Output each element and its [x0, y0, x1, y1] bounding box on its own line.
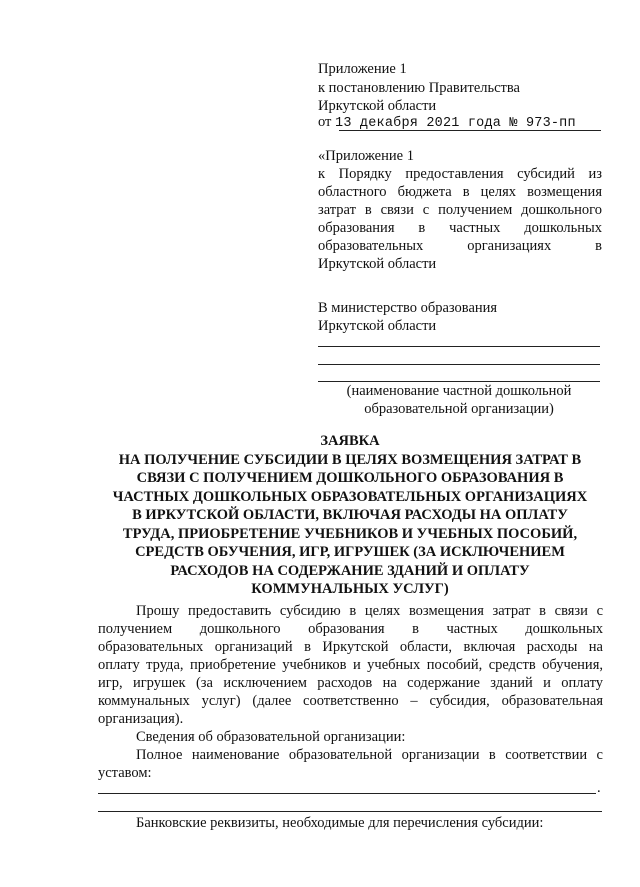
- date-underline: [339, 130, 601, 131]
- paragraph-line: образовательных организаций в Иркутской области, включая расходы на: [98, 639, 603, 655]
- full-name-blank-2[interactable]: [98, 811, 602, 812]
- appendix-to-resolution: к постановлению Правительства: [318, 80, 520, 96]
- full-name-line: Полное наименование образовательной организации в соответствии с: [136, 747, 603, 763]
- application-title: [90, 432, 610, 599]
- title-line: НА ПОЛУЧЕНИЕ СУБСИДИИ В ЦЕЛЯХ ВОЗМЕЩЕНИЯ ЗАТРАТ В: [118, 451, 582, 468]
- paragraph-line: оплату труда, приобретение учебников и учебных пособий, средств обучения,: [98, 657, 603, 673]
- bank-details-heading: Банковские реквизиты, необходимые для перечисления субсидии:: [136, 815, 544, 831]
- full-name-prompt: [98, 746, 603, 782]
- full-name-blank-1[interactable]: [98, 793, 596, 794]
- paragraph-line: Прошу предоставить субсидию в целях возмещения затрат в связи с: [136, 603, 603, 619]
- title-heading: ЗАЯВКА: [320, 433, 380, 449]
- addressee-line-2: Иркутской области: [318, 318, 437, 334]
- org-name-caption-2: образовательной организации): [364, 401, 554, 417]
- appendix-label: Приложение 1: [318, 61, 407, 77]
- paragraph-line: игр, игрушек (за исключением расходов на содержание зданий и оплату: [98, 675, 603, 691]
- sub-appendix-line: образовательных организациях в: [318, 238, 602, 254]
- title-line: В ИРКУТСКОЙ ОБЛАСТИ, ВКЛЮЧАЯ РАСХОДЫ НА ОПЛАТУ: [132, 507, 568, 523]
- title-line: РАСХОДОВ НА СОДЕРЖАНИЕ ЗДАНИЙ И ОПЛАТУ: [170, 562, 530, 579]
- sub-appendix-line: Иркутской области: [318, 256, 437, 272]
- sub-appendix-line: образования в частных дошкольных: [318, 220, 602, 236]
- org-name-caption-1: (наименование частной дошкольной: [346, 383, 572, 399]
- resolution-date: 13 декабря 2021 года № 973-пп: [335, 116, 576, 131]
- org-name-blank-1[interactable]: [318, 346, 600, 347]
- sub-appendix-text: [318, 165, 602, 273]
- org-name-blank-2[interactable]: [318, 364, 600, 365]
- date-prefix: от: [318, 114, 332, 130]
- paragraph-line: коммунальных услуг) (далее соответственно – субсидия, образовательная: [98, 693, 603, 709]
- sub-appendix-line: к Порядку предоставления субсидий из: [318, 166, 602, 182]
- full-name-line: уставом:: [98, 765, 152, 781]
- addressee-line-1: В министерство образования: [318, 300, 498, 316]
- title-line: КОММУНАЛЬНЫХ УСЛУГ): [251, 581, 449, 597]
- appendix-region: Иркутской области: [318, 98, 437, 114]
- org-info-heading: Сведения об образовательной организации:: [136, 729, 406, 745]
- title-line: СВЯЗИ С ПОЛУЧЕНИЕМ ДОШКОЛЬНОГО ОБРАЗОВАНИЯ В: [136, 470, 564, 486]
- request-paragraph: [98, 602, 603, 728]
- title-line: СРЕДСТВ ОБУЧЕНИЯ, ИГР, ИГРУШЕК (ЗА ИСКЛЮЧЕНИЕМ: [135, 544, 565, 560]
- sub-appendix-label: «Приложение 1: [318, 148, 414, 164]
- paragraph-line: организация).: [98, 711, 184, 727]
- paragraph-line: получением дошкольного образования в частных дошкольных: [98, 621, 603, 637]
- title-line: ТРУДА, ПРИОБРЕТЕНИЕ УЧЕБНИКОВ И УЧЕБНЫХ ПОСОБИЙ,: [122, 525, 578, 542]
- full-name-period: .: [597, 780, 601, 796]
- sub-appendix-line: затрат в связи с получением дошкольного: [318, 202, 602, 218]
- title-line: ЧАСТНЫХ ДОШКОЛЬНЫХ ОБРАЗОВАТЕЛЬНЫХ ОРГАНИЗАЦИЯХ: [112, 488, 588, 505]
- sub-appendix-line: областного бюджета в целях возмещения: [318, 184, 602, 200]
